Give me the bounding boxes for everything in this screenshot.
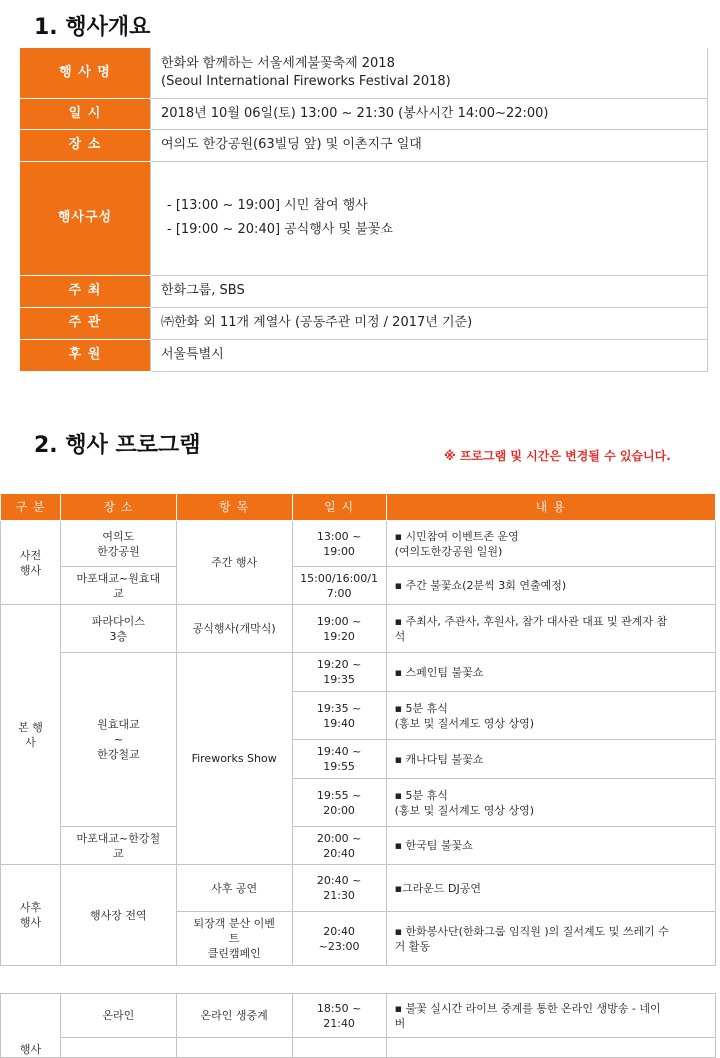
change-notice: ※ 프로그램 및 시간은 변경될 수 있습니다. [444,449,671,463]
overview-label: 주 관 [20,307,151,339]
cell-time: 20:40 ~23:00 [292,912,386,966]
cell-item: 온라인 생중계 [176,994,292,1038]
overview-label: 후 원 [20,339,151,371]
table-row [1,865,716,912]
overview-label: 장 소 [20,129,151,161]
program-header-row [1,494,716,521]
value-line: - [19:00 ~ 20:40] 공식행사 및 불꽃쇼 [167,222,393,237]
cell-content: ▪ 시민참여 이벤트존 운영 (여의도한강공원 일원) [386,521,715,567]
cell-content: ▪ 불꽃 실시간 라이브 중계를 통한 온라인 생방송 - 네이 버 [386,994,715,1038]
section2-title: 2. 행사 프로그램 [34,433,201,458]
cell-item [176,1038,292,1058]
group-pre: 사전 행사 [1,521,61,605]
cell-time: 19:35 ~ 19:40 [292,692,386,740]
cell-content: ▪ 5분 휴식 (홍보 및 질서계도 영상 상영) [386,779,715,827]
overview-row-place [20,129,708,161]
cell-content: ▪그라운드 DJ공연 [386,865,715,912]
cell-item: 공식행사(개막식) [176,605,292,653]
header-time: 일 시 [292,494,386,521]
table-row [1,1038,716,1058]
cell-content: ▪ 캐나다팀 불꽃쇼 [386,740,715,779]
cell-place: 원효대교 ~ 한강철교 [60,653,176,827]
table-row [1,605,716,653]
cell-place: 행사장 전역 [60,865,176,966]
value-line: (Seoul International Fireworks Festival 2018) [161,73,451,89]
overview-value: 한화그룹, SBS [151,275,708,307]
table-row [1,827,716,865]
value-line: - [13:00 ~ 19:00] 시민 참여 행사 [167,198,368,213]
cell-time: 20:40 ~ 21:30 [292,865,386,912]
cell-content: ▪ 스페인팀 불꽃쇼 [386,653,715,692]
group-main: 본 행 사 [1,605,61,865]
cell-place: 온라인 [60,994,176,1038]
program-table [0,493,716,1058]
header-content: 내 용 [386,494,715,521]
cell-place [60,1038,176,1058]
cell-time: 15:00/16:00/1 7:00 [292,567,386,605]
overview-value: 여의도 한강공원(63빌딩 앞) 및 이촌지구 일대 [151,129,708,161]
cell-content: ▪ 주간 불꽃쇼(2분씩 3회 연출예정) [386,567,715,605]
overview-label: 일 시 [20,98,151,129]
cell-content [386,1038,715,1058]
overview-row-host [20,275,708,307]
overview-value: 서울특별시 [151,339,708,371]
overview-table [20,48,708,372]
table-row [1,521,716,567]
overview-value [151,48,708,98]
overview-label: 주 최 [20,275,151,307]
overview-row-name [20,48,708,98]
cell-place: 파라다이스 3층 [60,605,176,653]
cell-time: 13:00 ~ 19:00 [292,521,386,567]
group-post: 사후 행사 [1,865,61,966]
cell-time [292,1038,386,1058]
cell-time: 19:40 ~ 19:55 [292,740,386,779]
gap-cell [1,966,716,994]
header-item: 항 목 [176,494,292,521]
group-etc: 행사 [1,994,61,1058]
cell-content: ▪ 5분 휴식 (홍보 및 질서계도 영상 상영) [386,692,715,740]
header-place: 장 소 [60,494,176,521]
cell-item: Fireworks Show [176,653,292,865]
cell-time: 20:00 ~ 20:40 [292,827,386,865]
value-line: 한화와 함께하는 서울세계불꽃축제 2018 [161,55,395,71]
cell-place: 마포대교~한강철 교 [60,827,176,865]
cell-time: 19:55 ~ 20:00 [292,779,386,827]
cell-time: 19:20 ~ 19:35 [292,653,386,692]
header-category: 구 분 [1,494,61,521]
overview-row-organizer [20,307,708,339]
overview-value: ㈜한화 외 11개 계열사 (공동주관 미정 / 2017년 기준) [151,307,708,339]
section1-title: 1. 행사개요 [34,15,151,40]
table-gap-row [1,966,716,994]
cell-place: 여의도 한강공원 [60,521,176,567]
table-row [1,653,716,692]
overview-value: 2018년 10월 06일(토) 13:00 ~ 21:30 (봉사시간 14:00~22:00) [151,98,708,129]
cell-time: 19:00 ~ 19:20 [292,605,386,653]
cell-content: ▪ 한국팀 불꽃쇼 [386,827,715,865]
table-row [1,567,716,605]
overview-row-date [20,98,708,129]
cell-content: ▪ 주최사, 주관사, 후원사, 참가 대사관 대표 및 관계자 참 석 [386,605,715,653]
overview-row-program [20,161,708,275]
cell-item: 주간 행사 [176,521,292,605]
overview-value [151,161,708,275]
cell-place: 마포대교~원효대 교 [60,567,176,605]
cell-time: 18:50 ~ 21:40 [292,994,386,1038]
overview-label: 행사구성 [20,161,151,275]
cell-item: 사후 공연 [176,865,292,912]
overview-label: 행 사 명 [20,48,151,98]
table-row [1,994,716,1038]
cell-item: 퇴장객 분산 이벤 트 클린캠페인 [176,912,292,966]
overview-row-sponsor [20,339,708,371]
cell-content: ▪ 한화봉사단(한화그룹 임직원 )의 질서계도 및 쓰레기 수 거 활동 [386,912,715,966]
